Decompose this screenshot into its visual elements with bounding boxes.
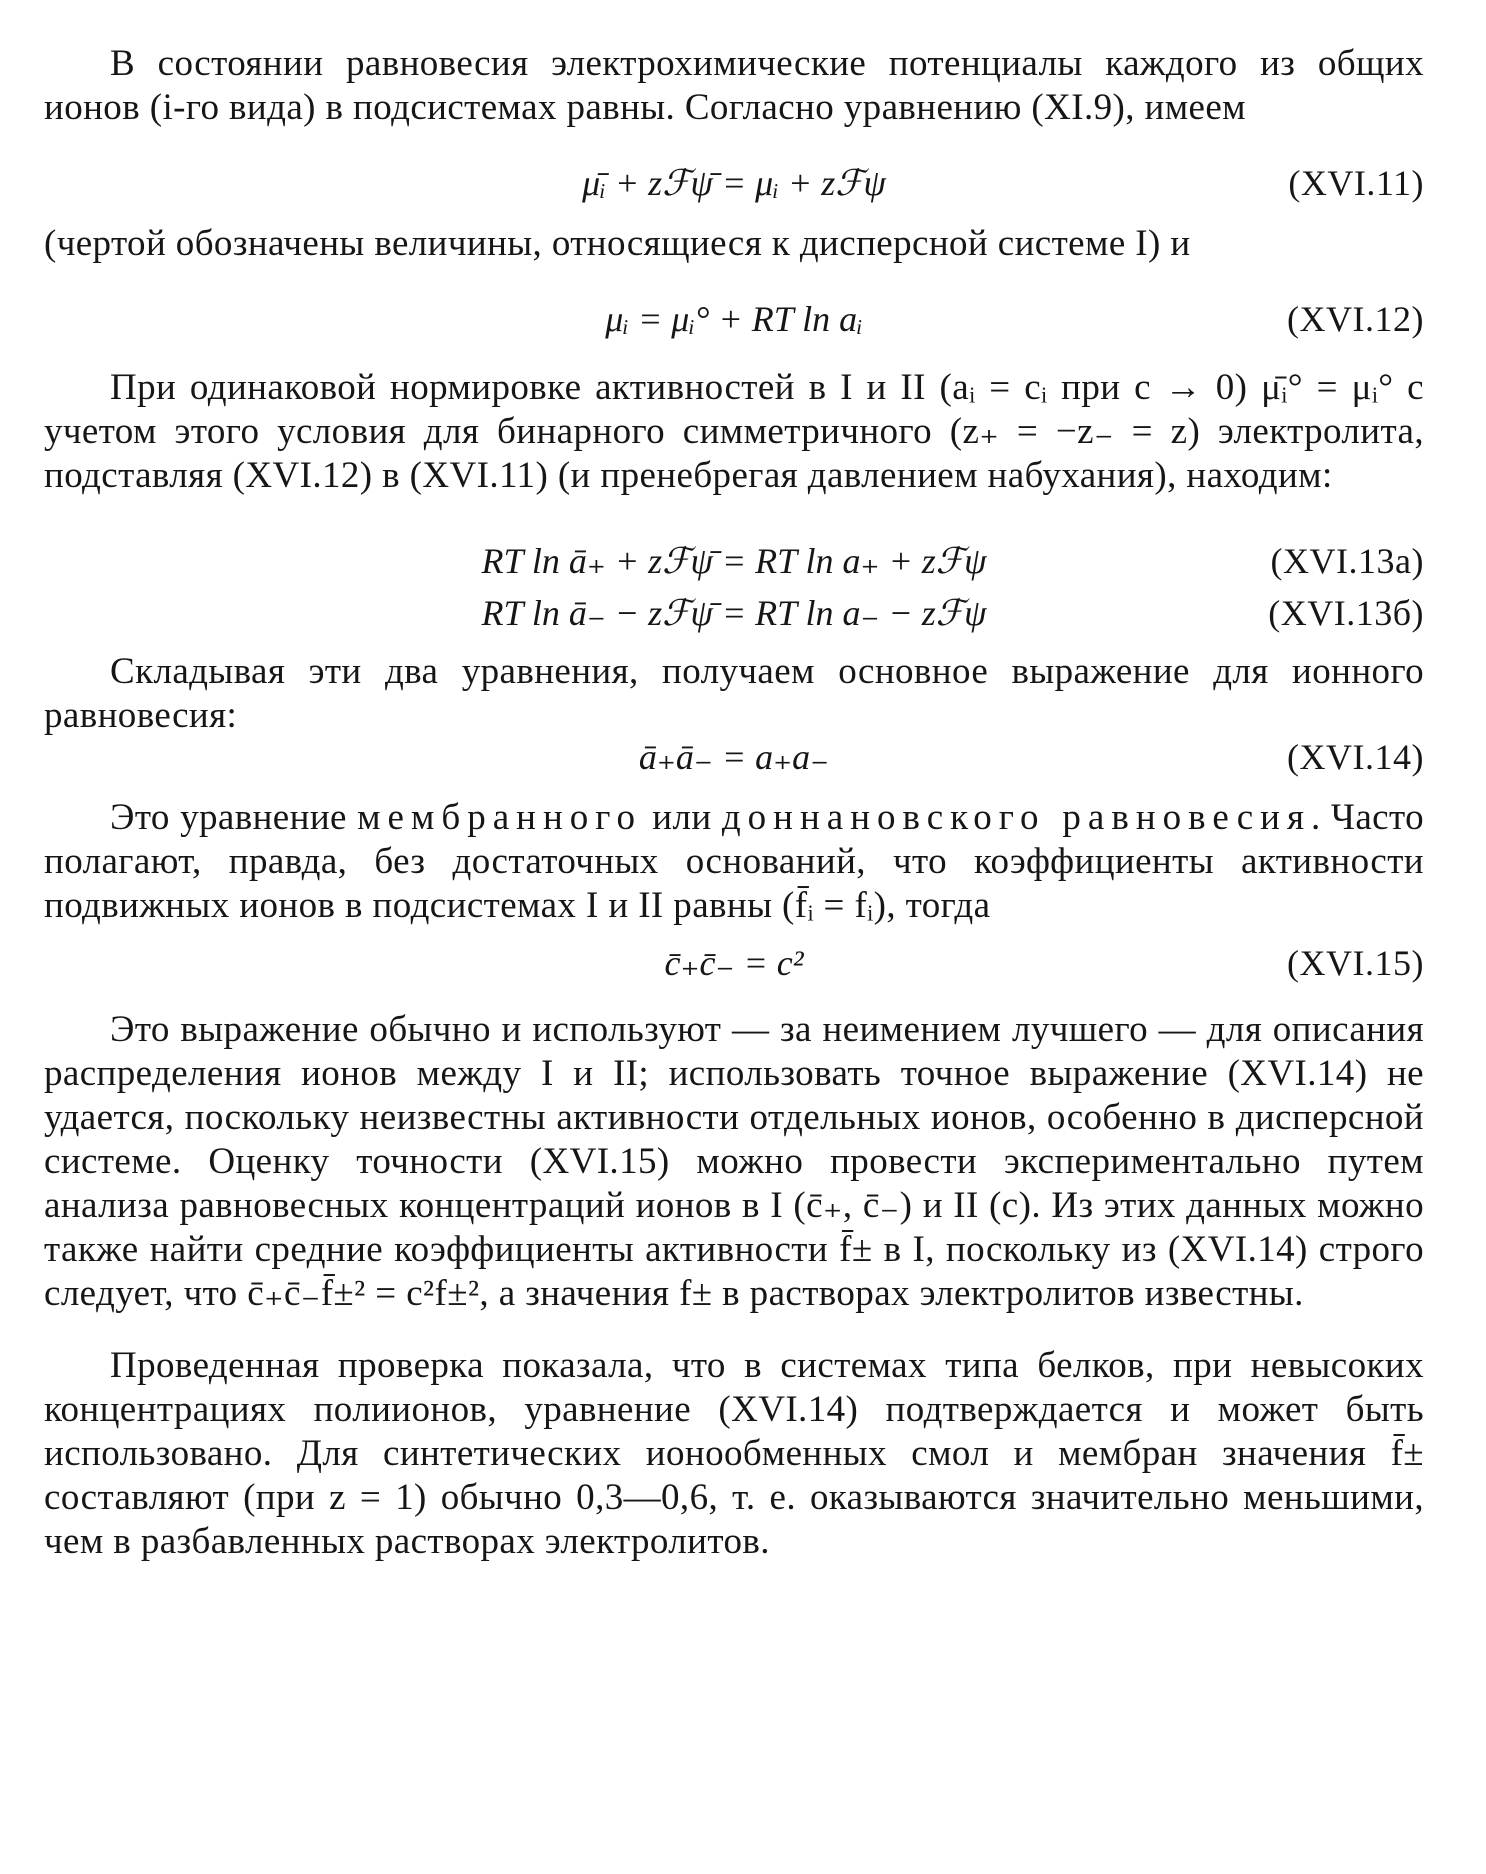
equation-number: (XVI.12): [1287, 299, 1424, 339]
equation-xvi-13a: [44, 538, 1424, 584]
equation-xvi-13b: [44, 590, 1424, 636]
spaced-term-donnan: доннановского равновесия: [721, 797, 1311, 838]
equation-number: (XVI.13а): [1270, 541, 1424, 581]
paragraph-lead: Это уравнение: [110, 797, 358, 838]
paragraph-text: Это выражение обычно и используют — за неимением лучшего — для описания распределения ионов между I и II; использовать точное выражение (XVI.14) не удается, поскольку неизвестны активности отдельных ионов, особенно в дисперсной системе. Оценку точности (XVI.15) можно провести экспериментально путем анализа равновесных концентраций ионов в I (c̄₊, c̄₋) и II (c). Из этих данных можно также найти средние коэффициенты активности f̄± в I, поскольку из (XVI.14) строго следует, что c̄₊c̄₋f̄±² = c²f±², а значения f± в растворах электролитов известны.: [44, 1009, 1424, 1314]
equation-formula: ā₊ā₋ = a₊a₋: [638, 737, 830, 777]
paragraph-normalization: [44, 366, 1424, 498]
paragraph-verification: [44, 1344, 1424, 1564]
equation-xvi-14: [44, 734, 1424, 780]
paragraph-text: В состоянии равновесия электрохимические потенциалы каждого из общих ионов (i-го вида) в подсистемах равны. Согласно уравнению (XI.9), имеем: [44, 43, 1424, 128]
paragraph-donnan-equilibrium: [44, 796, 1424, 928]
paragraph-summing-equations: [44, 650, 1424, 738]
equation-number: (XVI.14): [1287, 737, 1424, 777]
paragraph-text: (чертой обозначены величины, относящиеся к дисперсной системе I) и: [44, 223, 1191, 264]
paragraph-text: Проведенная проверка показала, что в системах типа белков, при невысоких концентрациях полиионов, уравнение (XVI.14) подтверждается и может быть использовано. Для синтетических ионообменных смол и мембран значения f̄± составляют (при z = 1) обычно 0,3—0,6, т. е. оказываются значительно меньшими, чем в разбавленных растворах электролитов.: [44, 1345, 1424, 1562]
equation-xvi-11: [44, 160, 1424, 206]
equation-xvi-15: [44, 940, 1424, 986]
equation-number: (XVI.15): [1287, 943, 1424, 983]
spaced-term-membrane: мембранного: [357, 797, 642, 838]
equation-xvi-12: [44, 296, 1424, 342]
equation-formula: c̄₊c̄₋ = c²: [664, 943, 804, 983]
equation-formula: RT ln ā₋ − zℱψ̄ = RT ln a₋ − zℱψ: [481, 593, 987, 633]
paragraph-text: При одинаковой нормировке активностей в I и II (aᵢ = cᵢ при c → 0) μ̄ᵢ° = μᵢ° с учетом этого условия для бинарного симметричного (z₊ = −z₋ = z) электролита, подставляя (XVI.12) в (XVI.11) (и пренебрегая давлением набухания), находим:: [44, 367, 1424, 496]
paragraph-bar-notation: [44, 222, 1424, 266]
paragraph-equilibrium-potentials: [44, 42, 1424, 130]
paragraph-text: Складывая эти два уравнения, получаем основное выражение для ионного равновесия:: [44, 651, 1424, 736]
paragraph-practical-use: [44, 1008, 1424, 1316]
paragraph-mid: или: [642, 797, 722, 838]
equation-number: (XVI.11): [1288, 163, 1424, 203]
equation-formula: RT ln ā₊ + zℱψ̄ = RT ln a₊ + zℱψ: [481, 541, 987, 581]
equation-formula: μᵢ = μᵢ° + RT ln aᵢ: [605, 299, 863, 339]
equation-number: (XVI.13б): [1268, 593, 1424, 633]
equation-formula: μ̄ᵢ + zℱψ̄ = μᵢ + zℱψ: [582, 163, 886, 203]
paragraph-rest: . Часто полагают, правда, без достаточных оснований, что коэффициенты активности подвижных ионов в подсистемах I и II равны (f̄ᵢ = fᵢ), тогда: [44, 797, 1424, 926]
